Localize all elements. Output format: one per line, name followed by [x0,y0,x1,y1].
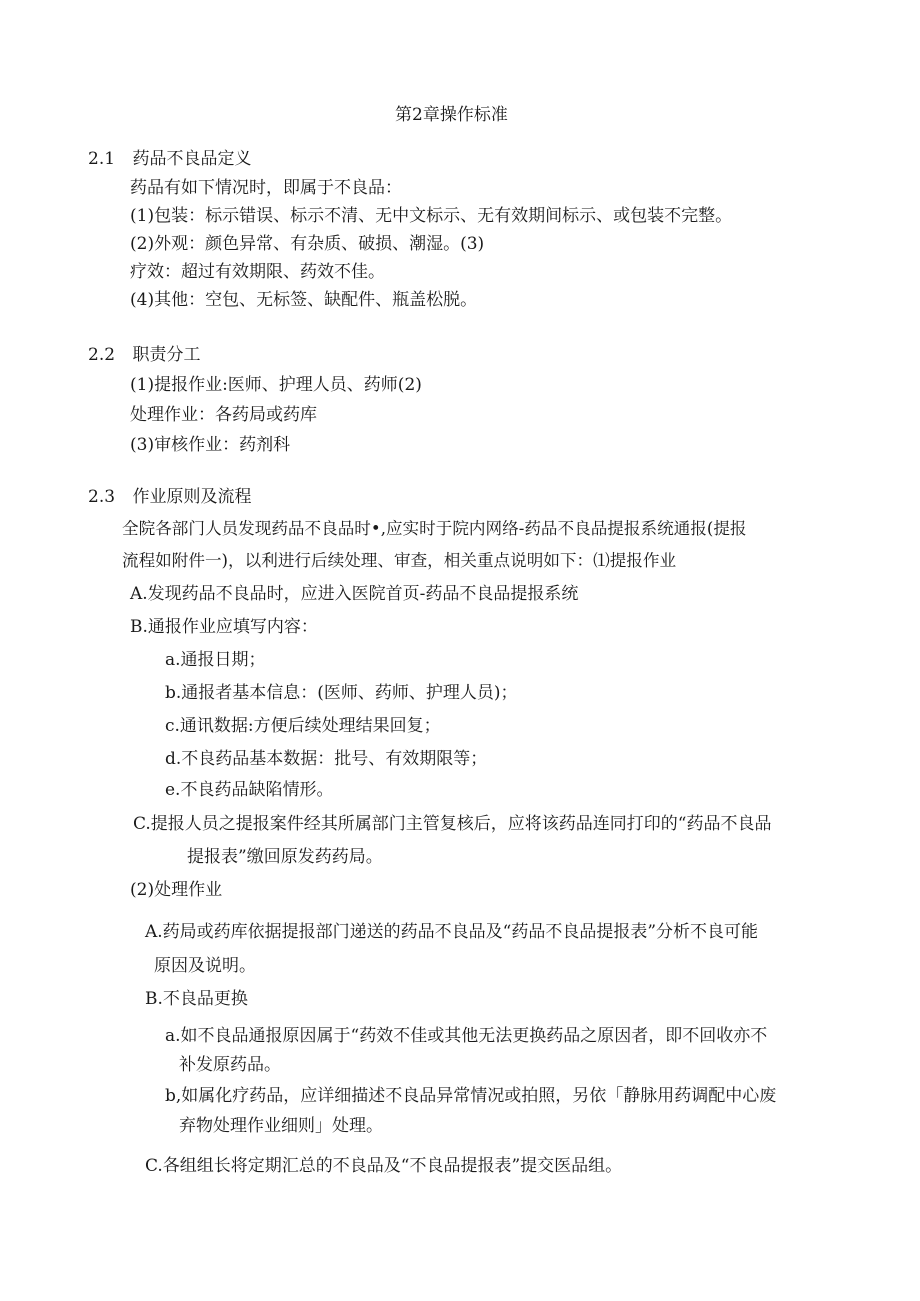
paragraph-line: (4)其他：空包、无标签、缺配件、瓶盖松脱。 [130,290,478,310]
sub-list-item: a.通报日期； [165,650,266,670]
page-title: 第2章操作标准 [395,105,508,125]
paragraph-line: 药品有如下情况时，即属于不良品： [130,178,402,198]
section-heading: 2.3 作业原则及流程 [88,487,252,507]
sub-list-item: b,如属化疗药品，应详细描述不良品异常情况或拍照，另依「静脉用药调配中心废 [165,1086,777,1106]
section-heading: 2.2 职责分工 [88,345,201,365]
list-item: C.提报人员之提报案件经其所属部门主管复核后，应将该药品连同打印的“药品不良品 [133,814,772,834]
list-item: A.发现药品不良品时，应进入医院首页-药品不良品提报系统 [130,584,579,604]
section-heading: 2.1 药品不良品定义 [88,149,252,169]
sub-list-item: c.通讯数据:方便后续处理结果回复； [165,716,441,736]
sub-list-item: d.不良药品基本数据：批号、有效期限等； [165,749,488,769]
list-heading: (2)处理作业 [130,880,223,900]
paragraph-line: (1)包装：标示错误、标示不清、无中文标示、无有效期间标示、或包装不完整。 [130,206,733,226]
paragraph-line: 疗效：超过有效期限、药效不佳。 [130,262,385,282]
paragraph-line: (2)外观：颜色异常、有杂质、破损、潮湿。(3) [130,234,485,254]
list-item: A.药局或药库依据提报部门递送的药品不良品及“药品不良品提报表”分析不良可能 [145,922,759,942]
paragraph-line: 全院各部门人员发现药品不良品时•,应实时于院内网络-药品不良品提报系统通报(提报 [122,519,747,538]
list-item: C.各组组长将定期汇总的不良品及“不良品提报表”提交医品组。 [145,1156,623,1176]
sub-list-item-continuation: 弃物处理作业细则」处理。 [179,1116,383,1136]
sub-list-item-continuation: 补发原药品。 [179,1055,281,1075]
sub-list-item: a.如不良品通报原因属于“药效不佳或其他无法更换药品之原因者，即不回收亦不 [165,1026,768,1046]
sub-list-item: b.通报者基本信息：(医师、药师、护理人员)； [165,683,518,703]
paragraph-line: (1)提报作业:医师、护理人员、药师(2) [130,375,422,395]
paragraph-line: 处理作业：各药局或药库 [130,405,317,425]
list-item: B.通报作业应填写内容： [130,617,318,637]
list-item: B.不良品更换 [145,989,248,1009]
paragraph-line: 流程如附件一)，以利进行后续处理、审查，相关重点说明如下：⑴提报作业 [122,551,677,570]
list-item-continuation: 原因及说明。 [154,956,256,976]
sub-list-item: e.不良药品缺陷情形。 [165,780,334,800]
paragraph-line: (3)审核作业：药剂科 [130,435,291,455]
list-item-continuation: 提报表”缴回原发药药局。 [187,847,383,867]
